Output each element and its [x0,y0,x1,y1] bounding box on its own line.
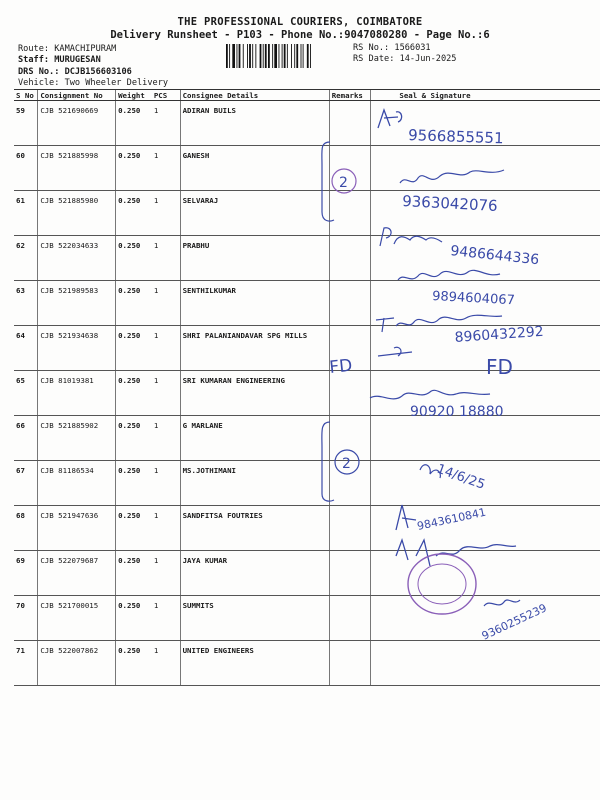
col-remarks: Remarks [329,90,371,101]
cell-remarks [329,236,371,281]
cell-consignee: SUMMITS [180,596,329,641]
col-weight: Weight [116,90,152,101]
route-label: Route: KAMACHIPURAM [18,44,117,54]
cell-consignment: CJB 521700015 [38,596,116,641]
cell-pcs: 1 [152,236,180,281]
cell-sno: 66 [14,416,38,461]
cell-weight: 0.250 [116,506,152,551]
cell-weight: 0.250 [116,371,152,416]
cell-consignee: SANDFITSA FOUTRIES [180,506,329,551]
cell-remarks [329,506,371,551]
cell-remarks [329,281,371,326]
cell-signature [371,416,600,461]
table-row [14,281,600,326]
vehicle-label: Vehicle: Two Wheeler Delivery [18,78,169,88]
cell-signature [371,281,600,326]
cell-remarks [329,551,371,596]
cell-pcs: 1 [152,326,180,371]
cell-consignment: CJB 521885980 [38,191,116,236]
cell-sno: 65 [14,371,38,416]
runsheet-subtitle: Delivery Runsheet - P103 - Phone No.:9047080280 - Page No.:6 [110,29,490,41]
phone-66: 90920 18880 [410,404,504,420]
cell-signature [371,641,600,686]
cell-remarks [329,641,371,686]
table-row [14,236,600,281]
cell-sno: 63 [14,281,38,326]
rs-number: RS No.: 1566031 [353,43,431,53]
cell-consignment: CJB 521690669 [38,101,116,146]
phone-63: 9894604067 [431,289,516,309]
cell-sno: 68 [14,506,38,551]
cell-consignee: PRABHU [180,236,329,281]
cell-sno: 61 [14,191,38,236]
cell-weight: 0.250 [116,596,152,641]
cell-remarks [329,461,371,506]
cell-signature [371,371,600,416]
staff-label: Staff: MURUGESAN [18,55,101,65]
runsheet-table [14,89,600,686]
table-row [14,506,600,551]
cell-remarks [329,101,371,146]
cell-pcs: 1 [152,506,180,551]
cell-consignee: MS.JOTHIMANI [180,461,329,506]
cell-consignee: G MARLANE [180,416,329,461]
date-68: 14/6/25 [434,461,487,493]
cell-pcs: 1 [152,146,180,191]
table-row [14,416,600,461]
cell-consignment: CJB 521885902 [38,416,116,461]
cell-signature [371,101,600,146]
cell-weight: 0.250 [116,236,152,281]
table-row [14,551,600,596]
cell-consignee: SELVARAJ [180,191,329,236]
cell-sno: 69 [14,551,38,596]
phone-59: 9566855551 [407,126,504,148]
cell-consignee: ADIRAN BUILS [180,101,329,146]
cell-consignee: JAYA KUMAR [180,551,329,596]
cell-consignment: CJB 522007862 [38,641,116,686]
cell-consignment: CJB 522079687 [38,551,116,596]
cell-signature [371,461,600,506]
cell-consignment: CJB 521885998 [38,146,116,191]
company-title: THE PROFESSIONAL COURIERS, COIMBATORE [177,16,423,28]
col-consignment: Consignment No [38,90,116,101]
cell-pcs: 1 [152,551,180,596]
cell-remarks [329,191,371,236]
cell-pcs: 1 [152,416,180,461]
cell-weight: 0.250 [116,461,152,506]
cell-consignment: CJB 81186534 [38,461,116,506]
cell-remarks [329,326,371,371]
table-row [14,101,600,146]
cell-signature [371,551,600,596]
col-signature: Seal & Signature [371,90,600,101]
cell-weight: 0.250 [116,551,152,596]
cell-pcs: 1 [152,191,180,236]
cell-pcs: 1 [152,641,180,686]
cell-weight: 0.250 [116,101,152,146]
col-sno: S No [14,90,38,101]
cell-weight: 0.250 [116,326,152,371]
cell-sno: 60 [14,146,38,191]
cell-sno: 67 [14,461,38,506]
cell-sno: 70 [14,596,38,641]
table-row [14,191,600,236]
table-row [14,371,600,416]
circle-num-2: 2 [342,456,351,472]
cell-pcs: 1 [152,371,180,416]
cell-signature [371,146,600,191]
cell-consignee: SRI KUMARAN ENGINEERING [180,371,329,416]
cell-pcs: 1 [152,281,180,326]
cell-consignment: CJB 521947636 [38,506,116,551]
table-row [14,146,600,191]
cell-remarks [329,146,371,191]
fd-mark-2: FD [486,355,513,379]
table-row [14,596,600,641]
cell-signature [371,191,600,236]
rs-date: RS Date: 14-Jun-2025 [353,54,457,64]
cell-signature [371,596,600,641]
cell-remarks [329,596,371,641]
phone-64: 8960432292 [454,323,545,346]
phone-69: 9843610841 [415,505,488,533]
cell-signature [371,506,600,551]
cell-consignment: CJB 521934638 [38,326,116,371]
cell-sno: 62 [14,236,38,281]
phone-62: 9486644336 [449,243,540,269]
cell-remarks [329,416,371,461]
cell-sno: 64 [14,326,38,371]
col-pcs: PCS [152,90,180,101]
cell-pcs: 1 [152,596,180,641]
phone-61: 9363042076 [401,192,499,215]
table-row [14,326,600,371]
cell-sno: 59 [14,101,38,146]
phone-71: 9360255239 [479,601,549,643]
cell-weight: 0.250 [116,191,152,236]
cell-consignee: UNITED ENGINEERS [180,641,329,686]
col-consignee: Consignee Details [180,90,329,101]
cell-weight: 0.250 [116,641,152,686]
barcode-icon [225,44,343,68]
cell-consignment: CJB 81019381 [38,371,116,416]
cell-consignment: CJB 521989583 [38,281,116,326]
cell-consignee: SENTHILKUMAR [180,281,329,326]
circle-num-1: 2 [339,175,348,191]
cell-weight: 0.250 [116,281,152,326]
table-header-row [14,90,600,101]
cell-weight: 0.250 [116,146,152,191]
fd-mark-1: FD [328,355,354,378]
cell-remarks [329,371,371,416]
cell-signature [371,323,600,371]
cell-pcs: 1 [152,461,180,506]
cell-pcs: 1 [152,101,180,146]
cell-weight: 0.250 [116,416,152,461]
drs-label: DRS No.: DCJB156603106 [18,67,132,77]
table-row [14,461,600,506]
cell-consignee: SHRI PALANIANDAVAR SPG MILLS [180,326,329,371]
cell-signature [371,236,600,281]
rs-info [353,43,456,65]
cell-consignment: CJB 522034633 [38,236,116,281]
cell-consignee: GANESH [180,146,329,191]
table-row [14,641,600,686]
cell-sno: 71 [14,641,38,686]
